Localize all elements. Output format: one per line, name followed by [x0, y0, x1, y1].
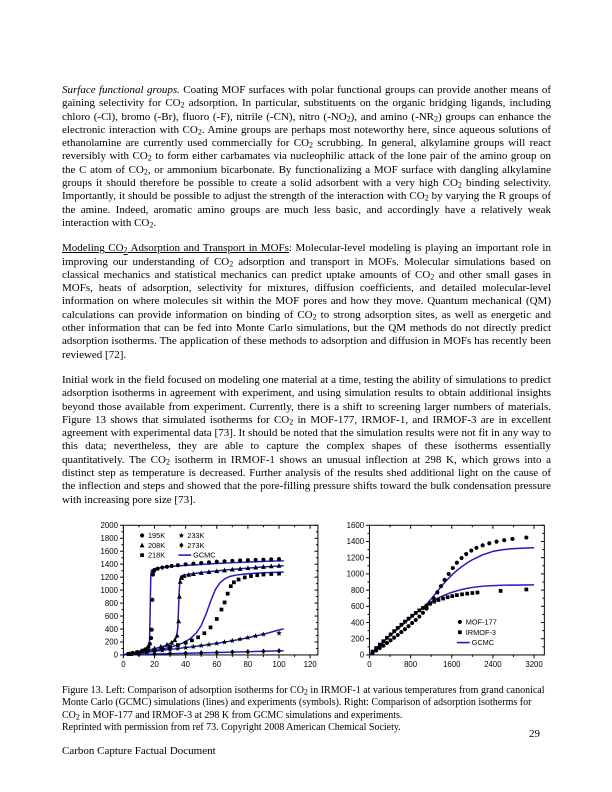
figure-credit: Reprinted with permission from ref 73. Copyright 2008 American Chemical Society.	[62, 722, 401, 734]
svg-text:80: 80	[243, 660, 253, 670]
svg-text:40: 40	[181, 660, 191, 670]
text-run: 2	[309, 140, 314, 150]
svg-text:273K: 273K	[187, 540, 205, 550]
text-run: 2	[147, 153, 152, 163]
text-run: .	[153, 216, 157, 229]
text-run: in MOF-177 and IRMOF-3 at 298 K from GCMC simulations and experiments.	[79, 709, 403, 721]
svg-text:1200: 1200	[100, 572, 118, 582]
text-run: isotherm in IRMOF-1 shows an unusual inflection at 298 K, which grows into a distinct step as temperature is decreased. Further analysis of the results shed additional light on the cause of the inflection and steps and showed that the pore-filling pressure shifts toward the bulk condensation pressure with increasing pore size [73].	[62, 453, 551, 506]
svg-text:208K: 208K	[147, 540, 166, 550]
svg-text:GCMC: GCMC	[193, 550, 216, 560]
gcmc-line	[123, 566, 283, 655]
text-run: Adsorption and Transport in MOFs	[127, 242, 289, 255]
svg-text:2400: 2400	[483, 660, 502, 670]
text-run: by varying the R groups of the amine. Indeed, aromatic amino groups are much less basic, and accordingly have a relatively weak interaction with CO	[62, 190, 552, 229]
text-run: adsorption and transport in MOFs. Molecular simulations based on classical mechanics and statistical mechanics can predict uptake amounts of CO	[62, 255, 551, 281]
svg-text:200: 200	[350, 634, 364, 644]
text-run: adsorption. In particular, substituents on the organic bridging ligands, including chloro (-Cl), bromo (-Br), fluoro (-F), nitrile (-CN), nitro (-NO	[62, 97, 551, 123]
svg-text:20: 20	[150, 660, 159, 670]
right-chart-mof177-irmof3-isotherms	[340, 519, 551, 673]
text-run: in IRMOF-1 at various temperatures from grand canonical Monte Carlo (GCMC) simulations (lines) and experiments (symbols). Right: Comparison of adsorption isotherms for CO	[62, 684, 545, 721]
svg-text:1600: 1600	[346, 520, 364, 530]
text-run: Initial work in the field focused on modeling one material at a time, testing the ability of simulations to predict adsorption isotherms in agreement with experiment, and using simulation results to obtain additional insights beyond those available from experiment. Currently, there is a shift to screening larger numbers of materials. Figure 13 shows that simulated isotherms for CO	[62, 373, 551, 426]
svg-text:2000: 2000	[100, 520, 118, 530]
svg-text:800: 800	[104, 598, 118, 608]
text-run: 2	[430, 272, 435, 282]
svg-text:400: 400	[104, 624, 118, 634]
text-run: Coating MOF surfaces with polar functional groups can provide another means of gaining selectivity for CO	[62, 84, 551, 110]
text-run: ) groups can enhance the electronic interaction with CO	[62, 110, 551, 136]
left-chart-irmof1-isotherms	[90, 519, 326, 673]
svg-text:GCMC: GCMC	[471, 638, 494, 648]
text-run: : Molecular-level modeling is playing an important role in improving our understanding of CO	[62, 242, 551, 268]
text-run: 2	[303, 687, 308, 697]
paragraph-modeling-co2-adsorption	[62, 242, 551, 362]
figure-13-charts	[90, 519, 551, 673]
svg-text:IRMOF-3: IRMOF-3	[465, 627, 496, 637]
svg-text:60: 60	[212, 660, 222, 670]
svg-text:120: 120	[303, 660, 317, 670]
text-run: 2	[75, 712, 80, 722]
svg-text:1600: 1600	[442, 660, 461, 670]
text-run: to strong adsorption sites, as well as energetic and other information that can be fed into Monte Carlo simulations, but the QM methods do not directly predict adsorption isotherms. The application of these methods to adsorption and diffusion in MOFs has recently been reviewed [72].	[62, 308, 552, 361]
text-run: 2	[143, 167, 148, 177]
text-run: 2	[123, 245, 128, 255]
svg-text:0: 0	[121, 660, 126, 670]
series-group	[369, 535, 534, 654]
text-run: 2	[424, 193, 429, 203]
svg-text:1400: 1400	[346, 537, 364, 547]
figure-caption	[62, 685, 546, 722]
text-run: . Amine groups are perhaps most noteworthy here, since aqueous solutions of ethanolamine are currently used commercially for CO	[62, 123, 552, 150]
text-run: 2	[312, 312, 317, 322]
text-run: 2	[180, 100, 185, 110]
svg-text:0: 0	[359, 650, 364, 660]
text-run: to form either carbamates via nucleophilic attack of the lone pair of the amino group on the C atom of CO	[62, 150, 551, 176]
svg-text:233K: 233K	[187, 530, 205, 540]
text-run: ), and amino (-NR	[350, 110, 435, 123]
legend	[140, 531, 217, 560]
scatter-IRMOF-3	[370, 587, 528, 653]
text-run: Figure 13. Left: Comparison of adsorption isotherms for CO	[62, 684, 304, 696]
legend	[457, 617, 497, 647]
svg-text:1800: 1800	[100, 533, 118, 543]
svg-text:1000: 1000	[100, 585, 118, 595]
text-run: Surface functional groups.	[62, 84, 180, 96]
svg-text:MOF-177: MOF-177	[465, 617, 497, 627]
svg-text:800: 800	[350, 585, 364, 595]
svg-text:1000: 1000	[346, 569, 364, 579]
svg-text:1400: 1400	[100, 559, 118, 569]
text-run: scrubbing. In general, alkylamine groups will react reversibly with CO	[62, 137, 551, 163]
page-number: 29	[529, 728, 540, 740]
text-run: in MOF-177, IRMOF-1, and IRMOF-3 are in excellent agreement with experimental data [73]. It should be noted that the simulation results were not fit in any way to this data; nevertheless, they are able to capture the complex shapes of these isotherms essentially quantitatively. The CO	[62, 413, 551, 466]
text-run: 2	[457, 180, 462, 190]
paragraph-initial-work	[62, 374, 551, 507]
paragraph-surface-functional-groups	[62, 84, 551, 230]
svg-text:600: 600	[104, 611, 118, 621]
text-run: 2	[197, 127, 202, 137]
text-run: 2	[289, 417, 294, 427]
svg-text:0: 0	[367, 660, 372, 670]
series-group	[123, 557, 283, 657]
svg-text:3200: 3200	[525, 660, 543, 670]
gcmc-line	[123, 572, 283, 655]
footer-title: Carbon Capture Factual Document	[62, 745, 216, 757]
svg-text:100: 100	[272, 660, 286, 670]
svg-text:400: 400	[350, 618, 364, 628]
scatter-218K	[129, 572, 281, 656]
text-run: 2	[229, 259, 234, 269]
scatter-MOF-177	[370, 535, 528, 654]
svg-text:1600: 1600	[100, 546, 118, 556]
svg-text:600: 600	[350, 601, 364, 611]
text-run: Modeling CO	[62, 242, 124, 255]
text-run: 2	[434, 114, 439, 124]
text-column	[62, 84, 551, 735]
text-run: 2	[346, 114, 351, 124]
text-run: 2	[165, 457, 170, 467]
text-run: binding selectivity. Importantly, it should be possible to adjust the strength of the interaction with CO	[62, 177, 551, 203]
svg-text:800: 800	[403, 660, 417, 670]
tick-labels	[101, 521, 318, 669]
text-run: and other small gases in MOFs, heats of adsorption, selectivity for mixtures, diffusion coefficients, and detailed molecular-level information on where molecules sit within the MOF pores and how they move. Quantum mechanical (QM) calculations can provide information on binding of CO	[62, 268, 551, 321]
svg-text:1200: 1200	[346, 553, 364, 563]
text-run: 2	[149, 220, 154, 230]
svg-text:0: 0	[113, 650, 118, 660]
svg-text:200: 200	[104, 637, 118, 647]
figure-caption-block	[62, 685, 546, 735]
svg-text:218K: 218K	[147, 550, 166, 560]
text-run: , or ammonium bicarbonate. By functionalizing a MOF surface with dangling alkylamine groups it should therefore be possible to create a solid adsorbent with a very high CO	[62, 163, 552, 190]
svg-text:195K: 195K	[147, 530, 166, 540]
